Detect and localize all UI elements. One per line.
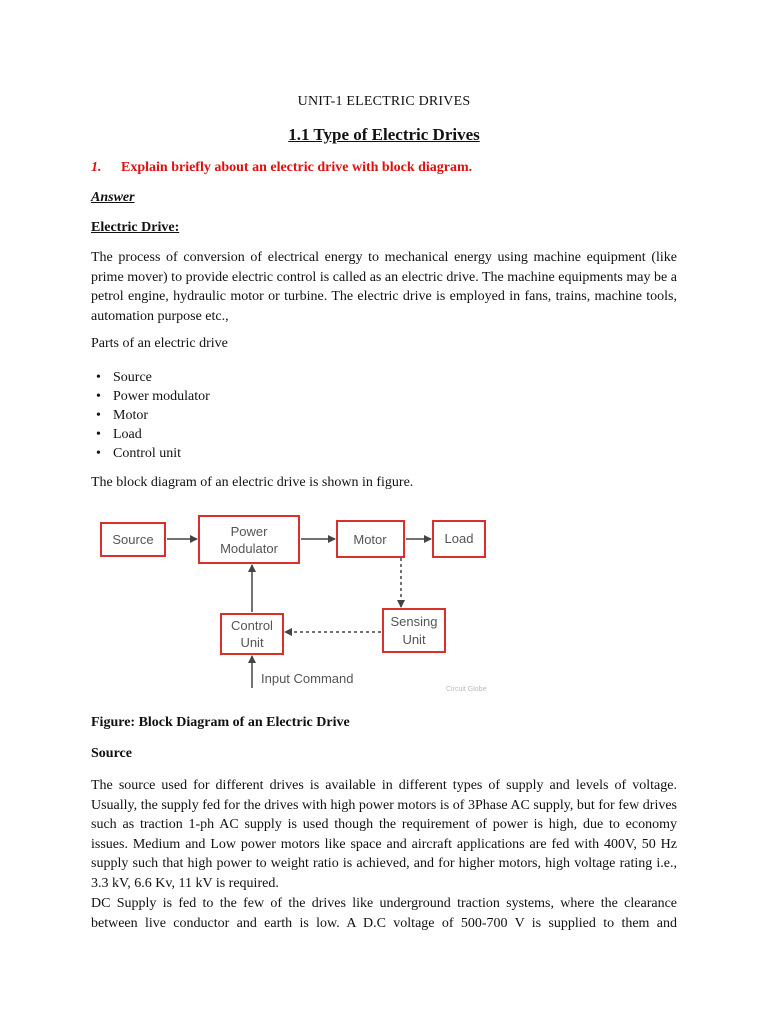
list-item [91, 425, 210, 444]
bullet-icon: • [96, 427, 101, 442]
source-paragraph: The source used for different drives is available in different types of supply and levels of voltage. Usually, the supply fed for the drives with high power motors is of 3Phase AC supply, but for few drives such as traction 1-ph AC supply is used though the requirement of power is high, due to economy issues. Medium and Low power motors like space and aircraft applications are fed with 400V, 50 Hz supply such that high power to weight ratio is achieved, and for higher motors, high voltage rating i.e., 3.3 kV, 6.6 Kv, 11 kV is required. [91, 778, 677, 891]
watermark-text: Circuit Globe [446, 686, 487, 693]
input-command-label: Input Command [261, 671, 354, 686]
control-unit-label-line2: Unit [240, 635, 264, 650]
sensing-unit-label-line1: Sensing [390, 614, 438, 629]
power-modulator-label-line1: Power [230, 524, 268, 539]
intro-paragraph: The process of conversion of electrical energy to mechanical energy using machine equipment (like prime mover) to provide electric control is called as an electric drive. The machine equipments may be a petrol engine, hydraulic motor or turbine. The electric drive is employed in fans, trains, machine tools, automation purpose etc., [91, 250, 677, 324]
answer-label: Answer [91, 190, 135, 205]
control-unit-label-line1: Control [231, 618, 273, 633]
load-box-label: Load [444, 531, 474, 546]
list-item [91, 406, 210, 425]
list-item-label: Motor [113, 408, 148, 423]
source-box-label: Source [112, 532, 154, 547]
parts-list [91, 368, 210, 463]
list-item [91, 444, 210, 463]
diagram-intro: The block diagram of an electric drive is shown in figure. [91, 475, 414, 490]
section-title: 1.1 Type of Electric Drives [288, 125, 480, 144]
sensing-unit-label-line2: Unit [402, 632, 426, 647]
dc-paragraph: DC Supply is fed to the few of the drives like underground traction systems, where the clearance between live conductor and earth is low. A D.C voltage of 500-700 V is supplied to them and [91, 896, 677, 931]
list-item-label: Power modulator [113, 389, 210, 404]
list-item [91, 368, 210, 387]
source-heading: Source [91, 746, 132, 761]
bullet-icon: • [96, 408, 101, 423]
list-item-label: Load [113, 427, 142, 442]
list-item-label: Control unit [113, 446, 182, 461]
unit-title: UNIT-1 ELECTRIC DRIVES [297, 94, 471, 109]
bullet-icon: • [96, 446, 101, 461]
block-diagram [91, 508, 511, 700]
figure-caption: Figure: Block Diagram of an Electric Drive [91, 715, 350, 730]
list-item-label: Source [113, 370, 152, 385]
electric-drive-heading: Electric Drive: [91, 220, 180, 235]
parts-label: Parts of an electric drive [91, 336, 228, 351]
power-modulator-label-line2: Modulator [220, 541, 278, 556]
motor-box-label: Motor [353, 532, 387, 547]
bullet-icon: • [96, 370, 101, 385]
question-number: 1. [91, 160, 102, 175]
bullet-icon: • [96, 389, 101, 404]
question-text: Explain briefly about an electric drive with block diagram. [121, 160, 473, 175]
question [91, 160, 472, 176]
list-item [91, 387, 210, 406]
